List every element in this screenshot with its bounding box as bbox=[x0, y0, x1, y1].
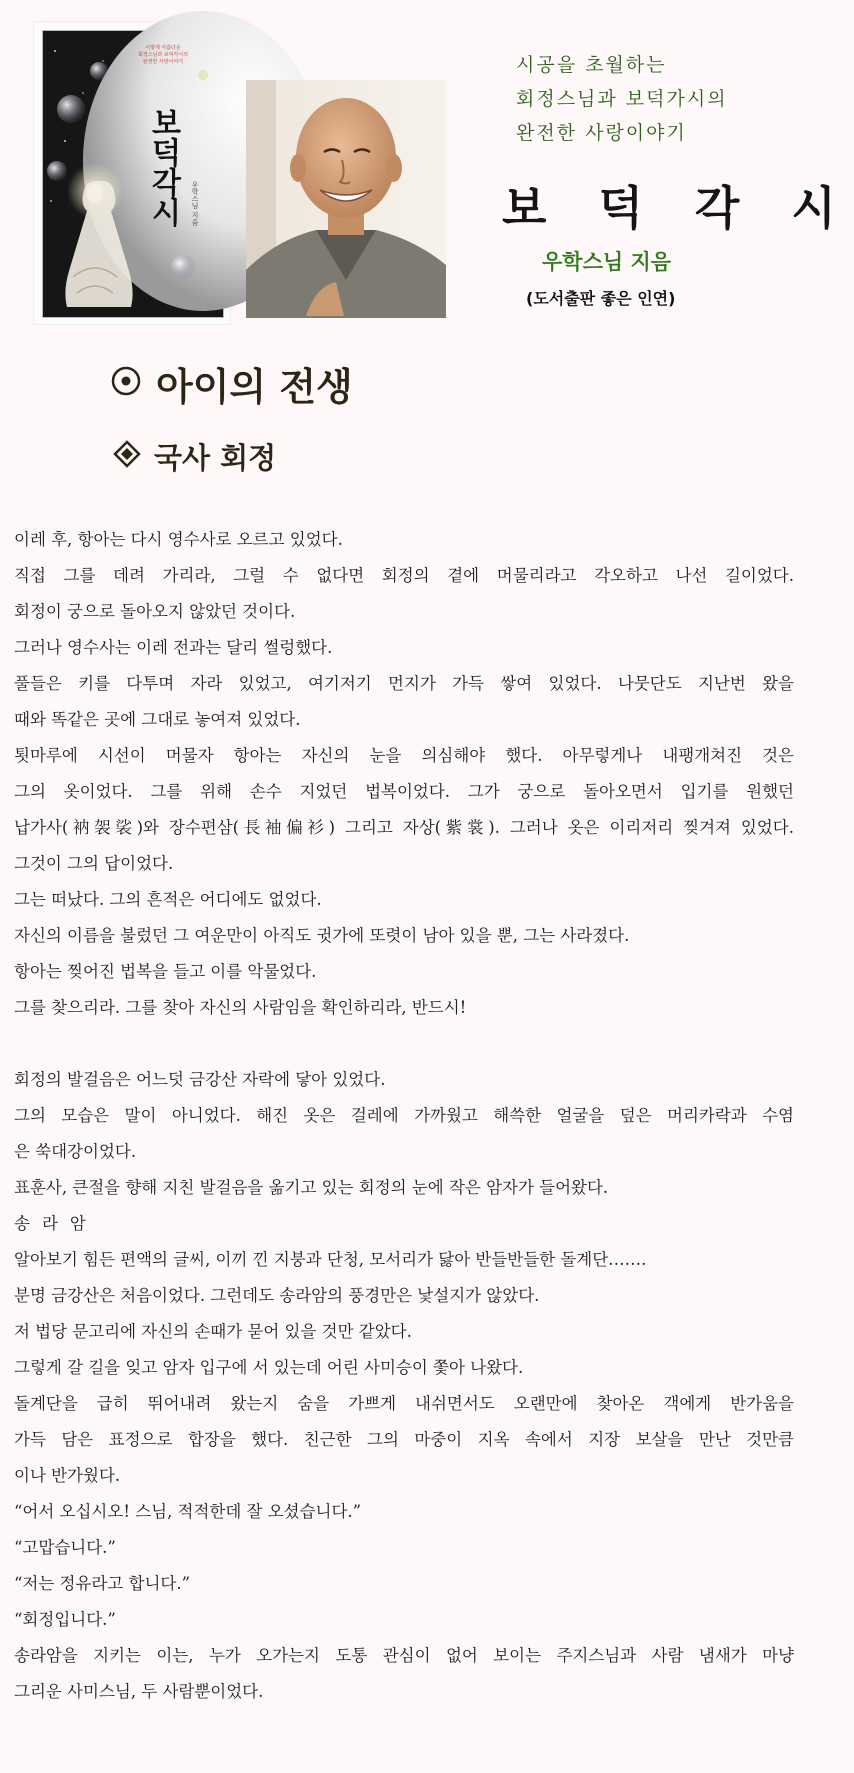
subtitle-line: 회정스님과 보덕가시의 bbox=[516, 88, 728, 110]
dialogue-line: “회정입니다.” bbox=[14, 1610, 116, 1629]
story-line: 돌계단을 급히 뛰어내려 왔는지 숨을 가쁘게 내쉬면서도 오랜만에 찾아온 객에게 반가움을 bbox=[14, 1394, 794, 1413]
story-line: 그러나 영수사는 이레 전과는 달리 썰렁했다. bbox=[14, 638, 333, 657]
book-author: 우학스님 지음 bbox=[542, 250, 672, 274]
section-title: 국사 회정 bbox=[154, 441, 277, 475]
story-line: 자신의 이름을 불렀던 그 여운만이 아직도 귓가에 또렷이 남아 있을 뿐, 그는 사라졌다. bbox=[14, 926, 630, 945]
cover-author-vertical: 우학스님 지음 bbox=[191, 181, 199, 226]
story-line: 분명 금강산은 처음이었다. 그런데도 송라암의 풍경만은 낯설지가 않았다. bbox=[14, 1286, 540, 1305]
subtitle-line: 완전한 사랑이야기 bbox=[516, 122, 687, 144]
story-line: 가득 담은 표정으로 합장을 했다. 친근한 그의 마중이 지옥 속에서 지장 보살을 만난 것만큼 bbox=[14, 1430, 794, 1449]
story-line: 표훈사, 큰절을 향해 지친 발걸음을 옮기고 있는 회정의 눈에 작은 암자가 들어왔다. bbox=[14, 1178, 609, 1197]
blank-line bbox=[14, 1026, 794, 1062]
circled-dot-icon bbox=[110, 362, 142, 406]
story-line: 납가사(衲袈裟)와 장수편삼(長袖偏衫) 그리고 자상(紫裳). 그러나 옷은 이리저리 찢겨져 있었다. bbox=[14, 818, 794, 837]
story-line: 직접 그를 데려 가리라, 그럴 수 없다면 회정의 곁에 머물리라고 각오하고 나선 길이었다. bbox=[14, 566, 794, 585]
story-line: 항아는 찢어진 법복을 들고 이를 악물었다. bbox=[14, 962, 317, 981]
diamond-icon bbox=[114, 440, 140, 474]
story-line: 저 법당 문고리에 자신의 손때가 묻어 있을 것만 같았다. bbox=[14, 1322, 412, 1341]
story-line: 이나 반가웠다. bbox=[14, 1466, 121, 1485]
chapter-title: 아이의 전생 bbox=[156, 365, 353, 409]
dialogue-line: “고맙습니다.” bbox=[14, 1538, 116, 1557]
book-title: 보 덕 각 시 bbox=[502, 181, 854, 235]
cover-title-vertical: 보덕각시 bbox=[145, 107, 181, 227]
story-line: 때와 똑같은 곳에 그대로 놓여져 있었다. bbox=[14, 710, 301, 729]
book-cover-illustration bbox=[43, 31, 223, 317]
subtitle-line: 시공을 초월하는 bbox=[516, 54, 667, 76]
story-line-spaced: 송라암 bbox=[14, 1214, 98, 1233]
story-line: 은 쑥대강이었다. bbox=[14, 1142, 137, 1161]
cover-small-text-1: 이렇게 아름다운 bbox=[145, 45, 181, 51]
story-line: 이레 후, 항아는 다시 영수사로 오르고 있었다. bbox=[14, 530, 343, 549]
story-line: 그렇게 갈 길을 잊고 암자 입구에 서 있는데 어린 사미승이 쫓아 나왔다. bbox=[14, 1358, 524, 1377]
dialogue-line: “저는 정유라고 합니다.” bbox=[14, 1574, 191, 1593]
book-cover-frame bbox=[34, 22, 230, 324]
book-cover-image bbox=[42, 30, 224, 318]
dialogue-line: “어서 오십시오! 스님, 적적한데 잘 오셨습니다.” bbox=[14, 1502, 362, 1521]
story-line: 그것이 그의 답이었다. bbox=[14, 854, 174, 873]
author-photo bbox=[246, 80, 446, 318]
story-line: 그의 옷이었다. 그를 위해 손수 지었던 법복이었다. 그가 궁으로 돌아오면서 입기를 원했던 bbox=[14, 782, 794, 801]
story-line: 그를 찾으리라. 그를 찾아 자신의 사람임을 확인하리라, 반드시! bbox=[14, 998, 467, 1017]
book-header bbox=[0, 0, 854, 330]
story-text bbox=[14, 522, 794, 1710]
story-line: 그의 모습은 말이 아니었다. 해진 옷은 걸레에 가까웠고 해쓱한 얼굴을 덮은 머리카락과 수염 bbox=[14, 1106, 794, 1125]
story-line: 풀들은 키를 다투며 자라 있었고, 여기저기 먼지가 가득 쌓여 있었다. 나뭇단도 지난번 왔을 bbox=[14, 674, 794, 693]
story-line: 송라암을 지키는 이는, 누가 오가는지 도통 관심이 없어 보이는 주지스님과 사람 냄새가 마냥 bbox=[14, 1646, 794, 1665]
story-line: 툇마루에 시선이 머물자 항아는 자신의 눈을 의심해야 했다. 아무렇게나 내팽개쳐진 것은 bbox=[14, 746, 794, 765]
chapter-heading bbox=[110, 356, 353, 411]
story-line: 알아보기 힘든 편액의 글씨, 이끼 낀 지붕과 단청, 모서리가 닳아 반들반들한 돌계단……. bbox=[14, 1250, 647, 1269]
story-line: 회정이 궁으로 돌아오지 않았던 것이다. bbox=[14, 602, 296, 621]
cover-small-text-2: 회정스님과 보덕각시의 bbox=[138, 52, 188, 58]
section-heading bbox=[114, 436, 276, 477]
story-line: 그는 떠났다. 그의 흔적은 어디에도 없었다. bbox=[14, 890, 322, 909]
story-line: 그리운 사미스님, 두 사람뿐이었다. bbox=[14, 1682, 264, 1701]
cover-small-text-3: 완전한 사랑이야기 bbox=[142, 59, 184, 65]
book-subtitle bbox=[516, 48, 728, 150]
book-publisher: (도서출판 좋은 인연) bbox=[526, 289, 676, 308]
author-portrait-illustration bbox=[246, 80, 446, 318]
story-line: 회정의 발걸음은 어느덧 금강산 자락에 닿아 있었다. bbox=[14, 1070, 386, 1089]
